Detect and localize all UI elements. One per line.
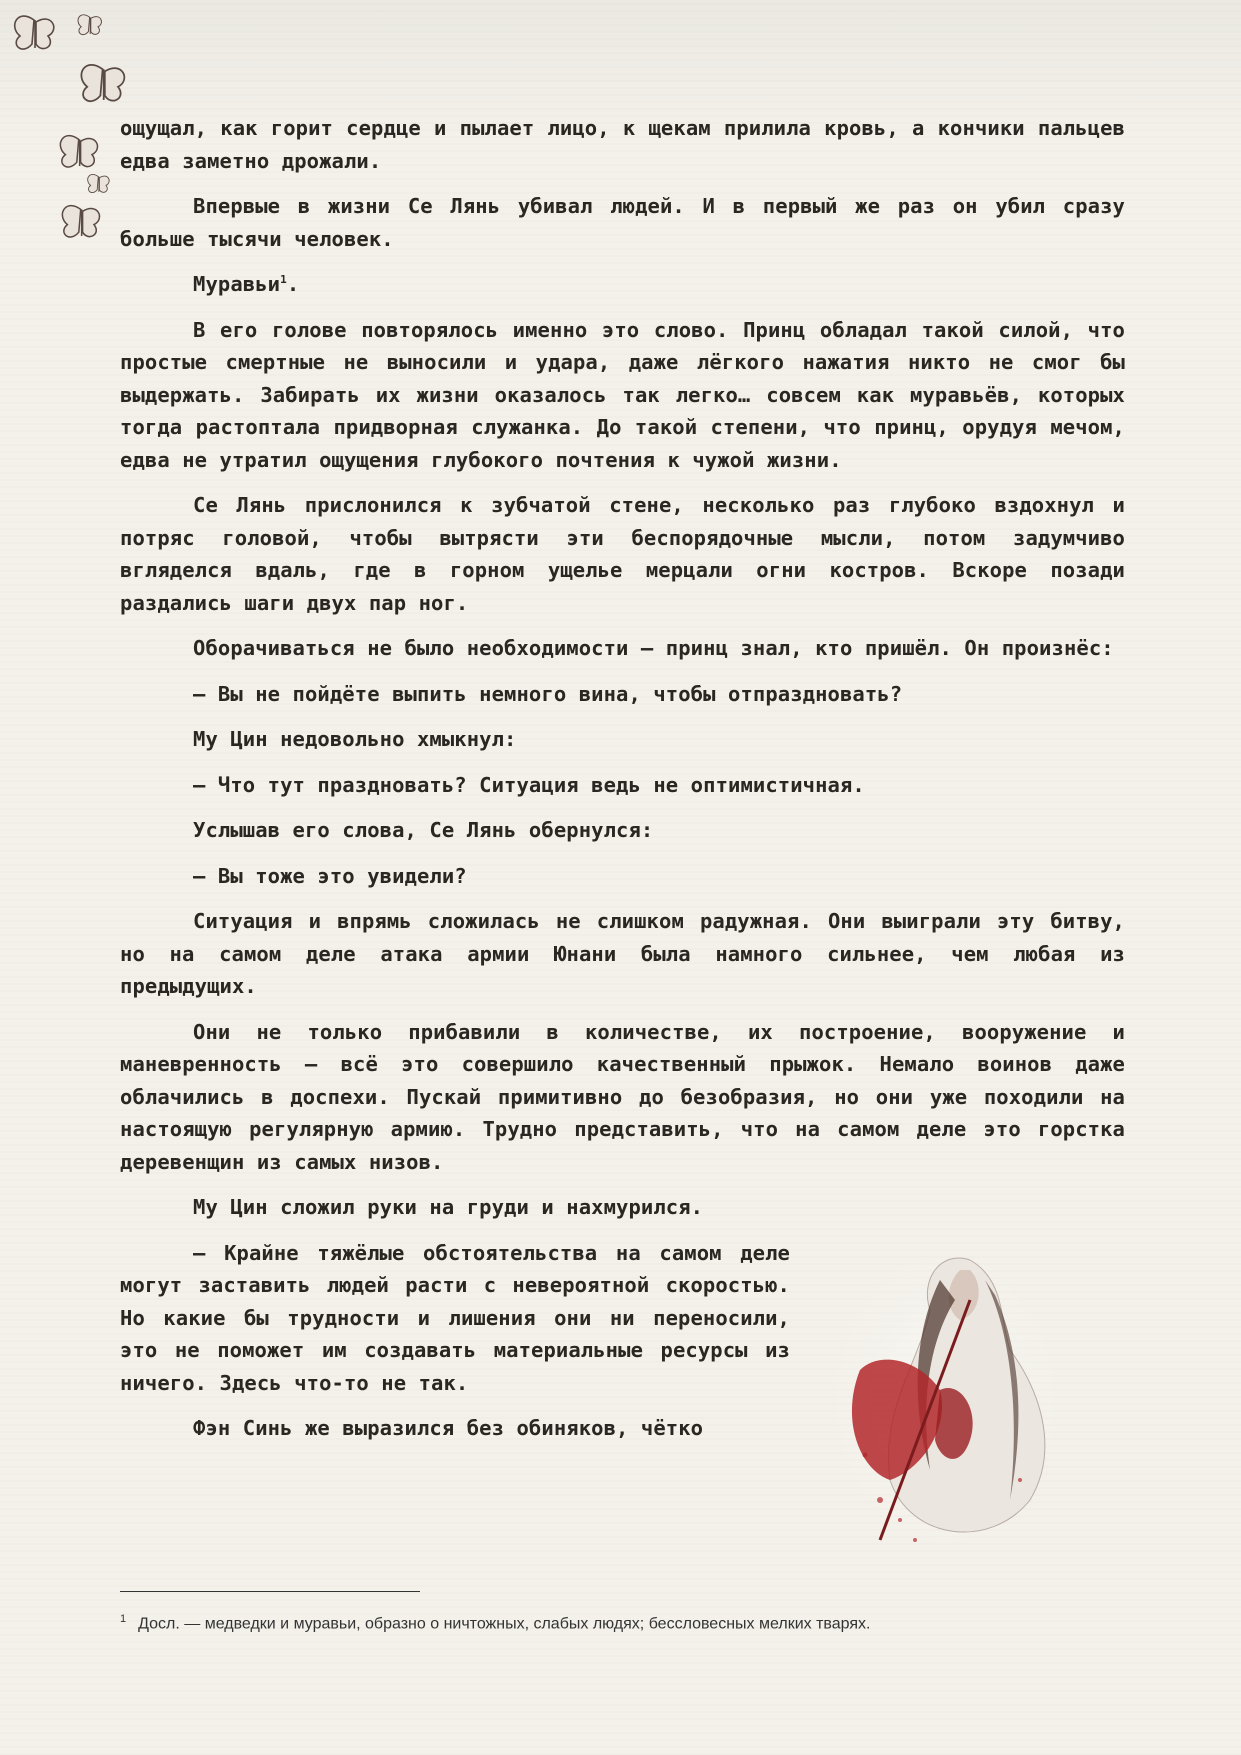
paragraph: В его голове повторялось именно это слово. Принц обладал такой силой, что простые смертные не выносили и удара, даже лёгкого нажатия никто не смог бы выдержать. Забирать их жизни оказалось так легко… совсем как муравьёв, которых тогда растоптала придворная служанка. До такой степени, что принц, орудуя мечом, едва не утратил ощущения глубокого почтения к чужой жизни. [120,317,1125,472]
butterfly-icon [15,16,54,49]
ants-word: Муравьи [193,272,281,296]
paragraph: Се Лянь прислонился к зубчатой стене, несколько раз глубоко вздохнул и потряс головой, чтобы вытрясти эти беспорядочные мысли, потом задумчиво вгляделся вдаль, где в горном ущелье мерцали огни костров. Вскоре позади раздались шаги двух пар ног. [120,493,1125,615]
footnote-divider [120,1591,420,1592]
paragraph: Му Цин недовольно хмыкнул: [193,727,517,751]
footnote-reference[interactable]: 1 [280,273,287,287]
paragraph: Ситуация и впрямь сложилась не слишком радужная. Они выиграли эту битву, но на самом деле атака армии Юнани была намного сильнее, чем любая из предыдущих. [120,909,1125,998]
butterfly-icon [62,206,99,237]
footnote [120,1608,1120,1635]
footnote-mark: 1 [120,1613,127,1625]
paragraph: Му Цин сложил руки на груди и нахмурился. [193,1195,704,1219]
footnote-text: Досл. — медведки и муравьи, образно о ничтожных, слабых людях; бессловесных мелких тварях. [138,1615,871,1633]
paragraph: Фэн Синь же выразился без обиняков, чётко [193,1416,704,1440]
ants-tail: . [286,272,300,296]
dialogue-line: — Что тут праздновать? Ситуация ведь не оптимистичная. [193,772,865,797]
character-illustration [820,1240,1070,1560]
butterfly-icon [81,65,124,101]
dialogue-line: — Вы тоже это увидели? [193,863,467,888]
dialogue-line: — Крайне тяжёлые обстоятельства на самом деле могут заставить людей расти с невероятной скоростью. Но какие бы трудности и лишения они ни переносили, это не поможет им создавать материальные ресурсы из ничего. Здесь что-то не так. [120,1240,790,1395]
paragraph-ants [120,268,1125,301]
dialogue-line: — Вы не пойдёте выпить немного вина, чтобы отпраздновать? [193,681,903,706]
butterfly-icon [78,15,101,35]
paragraph: Впервые в жизни Се Лянь убивал людей. И в первый же раз он убил сразу больше тысячи человек. [120,194,1125,251]
paragraph: Они не только прибавили в количестве, их построение, вооружение и маневренность — всё это совершило качественный прыжок. Немало воинов даже облачились в доспехи. Пускай примитивно до безобразия, но они уже походили на настоящую регулярную армию. Трудно представить, что на самом деле это горстка деревенщин из самых низов. [120,1019,1125,1174]
butterfly-icon [60,136,97,167]
butterfly-icon [88,174,109,192]
paragraph: Услышав его слова, Се Лянь обернулся: [193,818,654,842]
paragraph: ощущал, как горит сердце и пылает лицо, к щекам прилила кровь, а кончики пальцев едва заметно дрожали. [120,116,1125,173]
paragraph: Оборачиваться не было необходимости — принц знал, кто пришёл. Он произнёс: [193,636,1114,660]
